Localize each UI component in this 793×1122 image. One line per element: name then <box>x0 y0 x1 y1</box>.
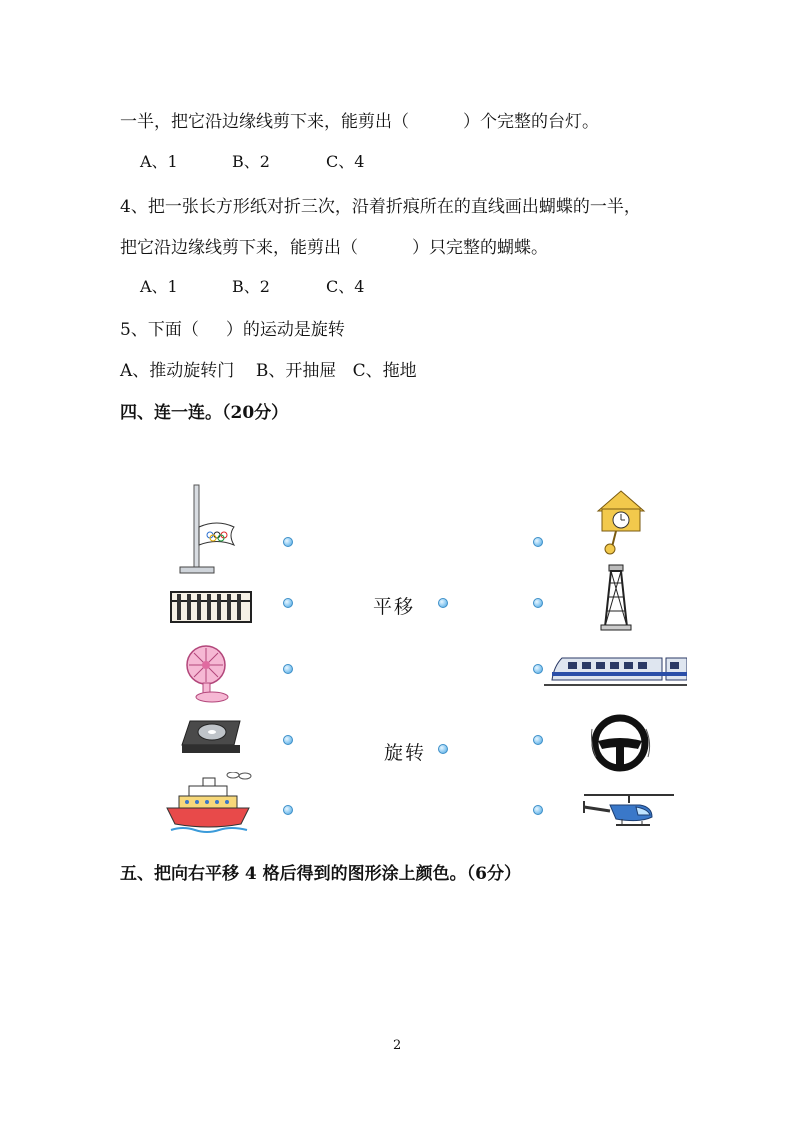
cuckoo-clock-icon <box>596 489 646 557</box>
center-dot-rotation[interactable] <box>438 744 448 754</box>
center-dot-translation[interactable] <box>438 598 448 608</box>
train-icon <box>544 654 687 688</box>
cd-player-icon <box>180 719 242 757</box>
q3-option-a: A、1 <box>140 152 178 171</box>
steering-wheel-icon <box>588 713 654 773</box>
q5-line: 5、下面（ ）的运动是旋转 <box>120 320 345 340</box>
q3-option-b: B、2 <box>232 152 270 171</box>
q5-options: A、推动旋转门 B、开抽屉 C、拖地 <box>120 361 417 381</box>
right-dot-5[interactable] <box>533 805 543 815</box>
q4-option-c: C、4 <box>326 277 365 296</box>
left-dot-1[interactable] <box>283 537 293 547</box>
q4-line-1: 4、把一张长方形纸对折三次，沿着折痕所在的直线画出蝴蝶的一半， <box>120 197 641 217</box>
flag-pole-icon <box>172 483 242 576</box>
left-dot-3[interactable] <box>283 664 293 674</box>
label-rotation: 旋转 <box>384 742 427 764</box>
right-dot-4[interactable] <box>533 735 543 745</box>
left-dot-5[interactable] <box>283 805 293 815</box>
oil-derrick-icon <box>599 563 633 631</box>
page-number: 2 <box>393 1038 402 1053</box>
right-dot-1[interactable] <box>533 537 543 547</box>
q4-option-a: A、1 <box>140 277 178 296</box>
q3-line: 一半，把它沿边缘线剪下来，能剪出（ ）个完整的台灯。 <box>120 112 600 132</box>
helicopter-icon <box>580 783 676 833</box>
electric-fan-icon <box>184 643 234 703</box>
right-dot-3[interactable] <box>533 664 543 674</box>
right-dot-2[interactable] <box>533 598 543 608</box>
label-translation: 平移 <box>373 596 416 618</box>
left-dot-2[interactable] <box>283 598 293 608</box>
q3-option-c: C、4 <box>326 152 365 171</box>
section4-title: 四、连一连。（20分） <box>120 403 289 423</box>
q4-option-b: B、2 <box>232 277 270 296</box>
q4-line-2: 把它沿边缘线剪下来，能剪出（ ）只完整的蝴蝶。 <box>120 238 549 258</box>
abacus-icon <box>170 591 252 623</box>
left-dot-4[interactable] <box>283 735 293 745</box>
section5-title: 五、把向右平移 4 格后得到的图形涂上颜色。（6分） <box>120 864 521 884</box>
ship-icon <box>163 772 255 834</box>
